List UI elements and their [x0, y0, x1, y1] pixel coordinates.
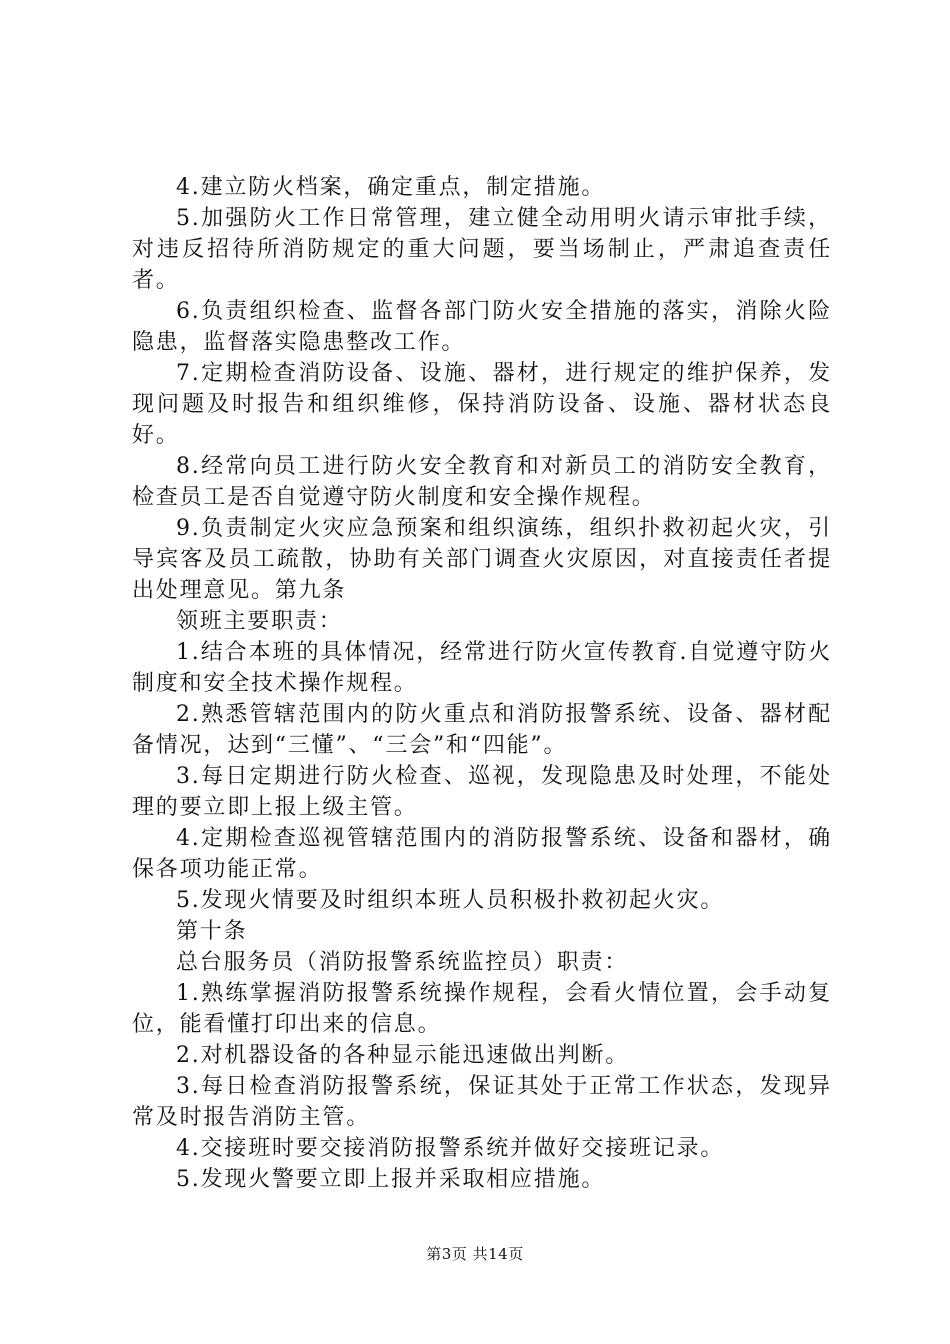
paragraph-foreman-2: 2.熟悉管辖范围内的防火重点和消防报警系统、设备、器材配备情况，达到“三懂”、“三会”和“四能”。 [132, 702, 832, 758]
paragraph-item-4-archive: 4.建立防火档案，确定重点，制定措施。 [176, 175, 606, 200]
paragraph-item-8-education: 8.经常向员工进行防火安全教育和对新员工的消防安全教育，检查员工是否自觉遵守防火制度和安全操作规程。 [132, 454, 832, 510]
paragraph-front-desk-3: 3.每日检查消防报警系统，保证其处于正常工作状态，发现异常及时报告消防主管。 [132, 1074, 832, 1130]
paragraph-item-5-daily-management: 5.加强防火工作日常管理，建立健全动用明火请示审批手续，对违反招待所消防规定的重大问题，要当场制止，严肃追查责任者。 [132, 206, 832, 293]
paragraph-foreman-5: 5.发现火情要及时组织本班人员积极扑救初起火灾。 [176, 888, 725, 913]
article-heading-ten: 第十条 [176, 919, 248, 944]
paragraph-front-desk-5: 5.发现火警要立即上报并采取相应措施。 [176, 1167, 606, 1192]
paragraph-item-7-equipment: 7.定期检查消防设备、设施、器材，进行规定的维护保养，发现问题及时报告和组织维修，保持消防设备、设施、器材状态良好。 [132, 361, 832, 448]
paragraph-foreman-3: 3.每日定期进行防火检查、巡视，发现隐患及时处理，不能处理的要立即上报上级主管。 [132, 764, 832, 820]
paragraph-item-9-emergency-plan: 9.负责制定火灾应急预案和组织演练，组织扑救初起火灾，引导宾客及员工疏散，协助有关部门调查火灾原因，对直接责任者提出处理意见。第九条 [132, 516, 832, 603]
paragraph-foreman-1: 1.结合本班的具体情况，经常进行防火宣传教育.自觉遵守防火制度和安全技术操作规程。 [132, 640, 832, 696]
document-body [132, 172, 832, 1195]
page-number-footer: 第3页 共14页 [426, 1245, 524, 1263]
paragraph-foreman-4: 4.定期检查巡视管辖范围内的消防报警系统、设备和器材，确保各项功能正常。 [132, 826, 832, 882]
paragraph-front-desk-2: 2.对机器设备的各种显示能迅速做出判断。 [176, 1043, 629, 1068]
paragraph-item-6-inspection: 6.负责组织检查、监督各部门防火安全措施的落实，消除火险隐患，监督落实隐患整改工作。 [132, 299, 832, 355]
section-heading-front-desk-duties: 总台服务员（消防报警系统监控员）职责： [176, 950, 629, 975]
section-heading-foreman-duties: 领班主要职责： [176, 609, 343, 634]
paragraph-front-desk-1: 1.熟练掌握消防报警系统操作规程，会看火情位置，会手动复位，能看懂打印出来的信息。 [132, 981, 832, 1037]
paragraph-front-desk-4: 4.交接班时要交接消防报警系统并做好交接班记录。 [176, 1136, 725, 1161]
